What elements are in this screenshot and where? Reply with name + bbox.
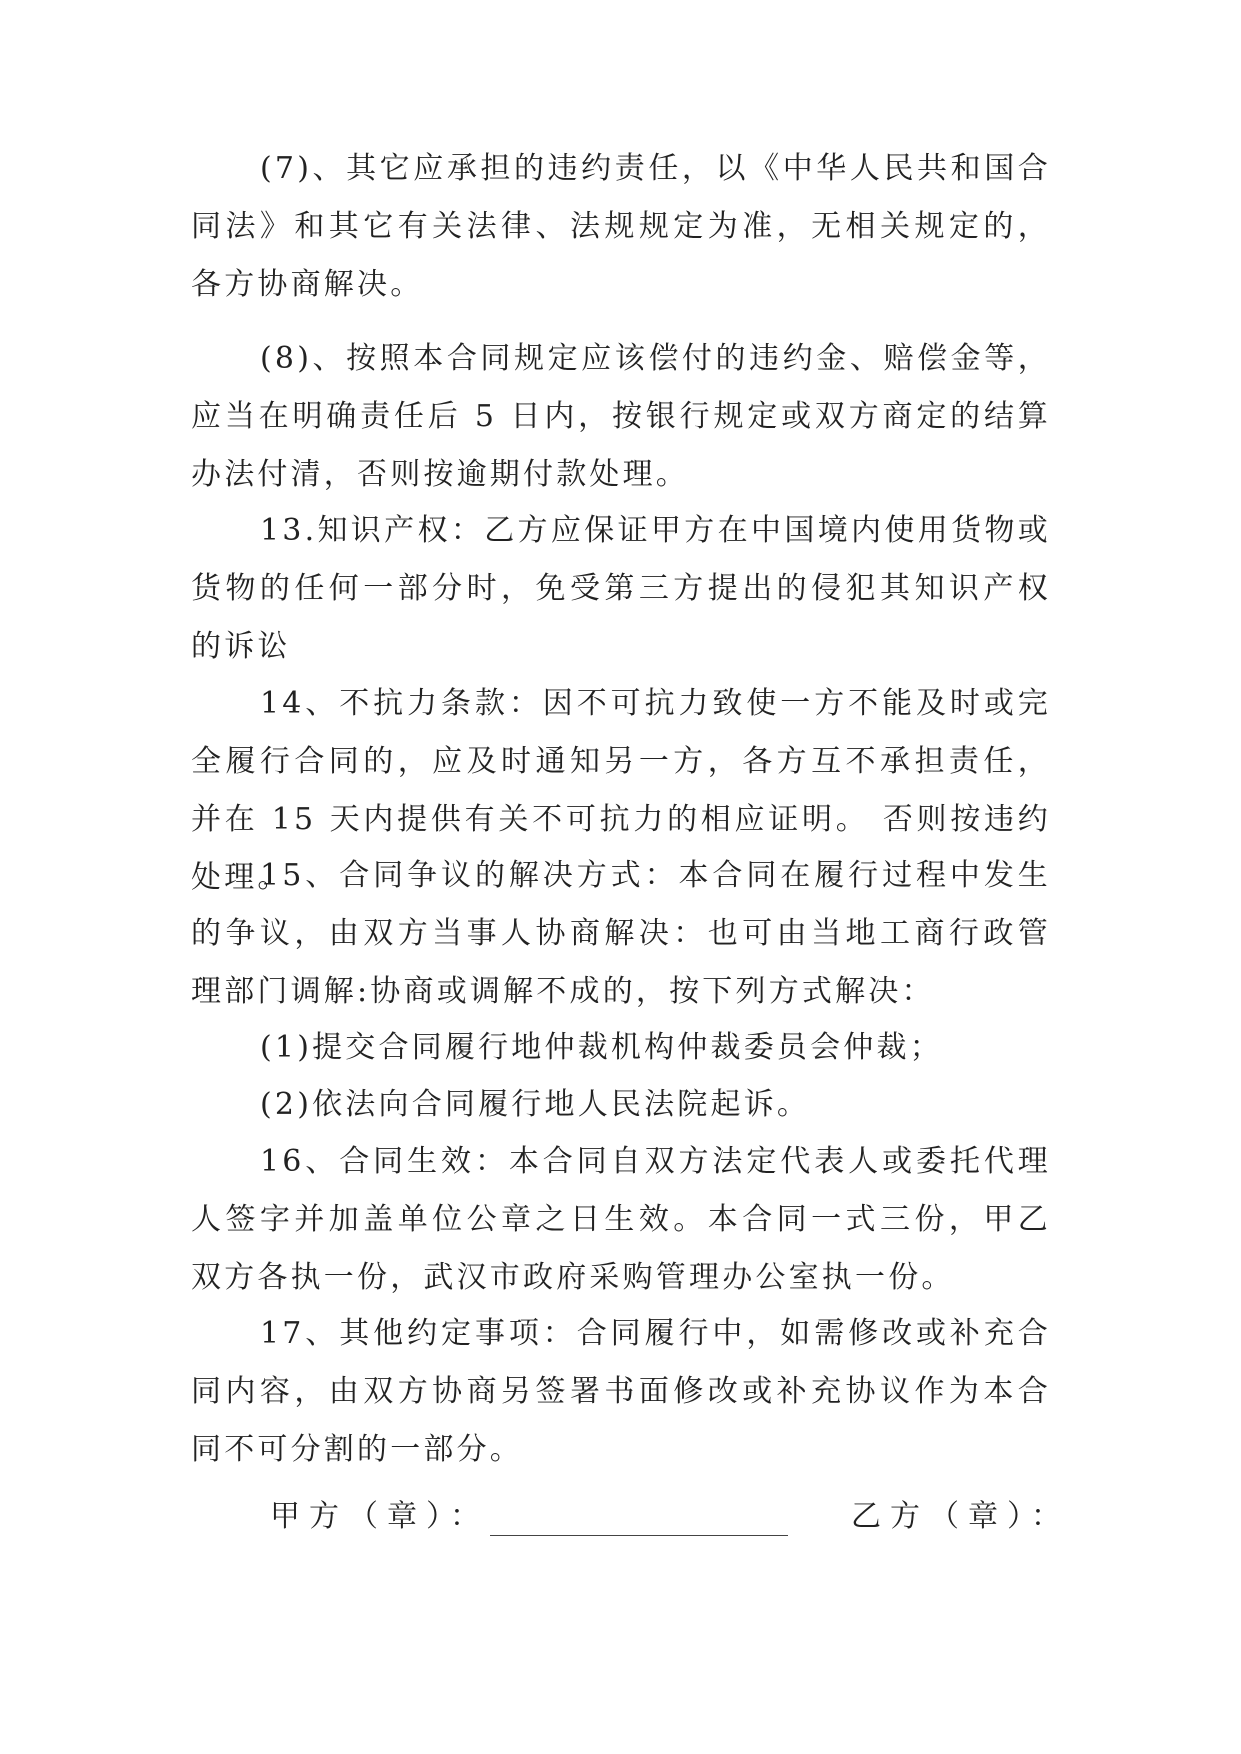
clause-13-ip-paragraph: 13.知识产权：乙方应保证甲方在中国境内使用货物或货物的任何一部分时，免受第三方提出的侵犯其知识产权的诉讼 [191, 513, 1051, 664]
clause-14-force-majeure-paragraph: 14、不抗力条款：因不可抗力致使一方不能及时或完全履行合同的，应及时通知另一方，各方互不承担责任，并在 15 天内提供有关不可抗力的相应证明。 否则按违约处理。 [191, 686, 1051, 895]
dispute-option-2: (2)依法向合同履行地人民法院起诉。 [260, 1087, 811, 1122]
clause-8-paragraph: (8)、按照本合同规定应该偿付的违约金、赔偿金等，应当在明确责任后 5 日内，按银行规定或双方商定的结算办法付清，否则按逾期付款处理。 [191, 341, 1051, 492]
clause-7-paragraph: (7)、其它应承担的违约责任，以《中华人民共和国合同法》和其它有关法律、法规规定为准，无相关规定的，各方协商解决。 [191, 151, 1051, 302]
dispute-option-1: (1)提交合同履行地仲裁机构仲裁委员会仲裁； [260, 1030, 943, 1065]
clause-17-other-matters-paragraph: 17、其他约定事项：合同履行中，如需修改或补充合同内容，由双方协商另签署书面修改或补充协议作为本合同不可分割的一部分。 [191, 1316, 1051, 1467]
clause-16-effectiveness-paragraph: 16、合同生效：本合同自双方法定代表人或委托代理人签字并加盖单位公章之日生效。本合同一式三份，甲乙双方各执一份，武汉市政府采购管理办公室执一份。 [191, 1144, 1051, 1295]
party-a-seal-label: 甲方（章）： [270, 1499, 489, 1534]
party-b-seal-label: 乙方（章）： [851, 1499, 1070, 1534]
party-a-signature-line [490, 1535, 788, 1536]
clause-15-dispute-paragraph: 15、合同争议的解决方式：本合同在履行过程中发生的争议，由双方当事人协商解决：也可由当地工商行政管理部门调解:协商或调解不成的，按下列方式解决： [191, 858, 1051, 1009]
